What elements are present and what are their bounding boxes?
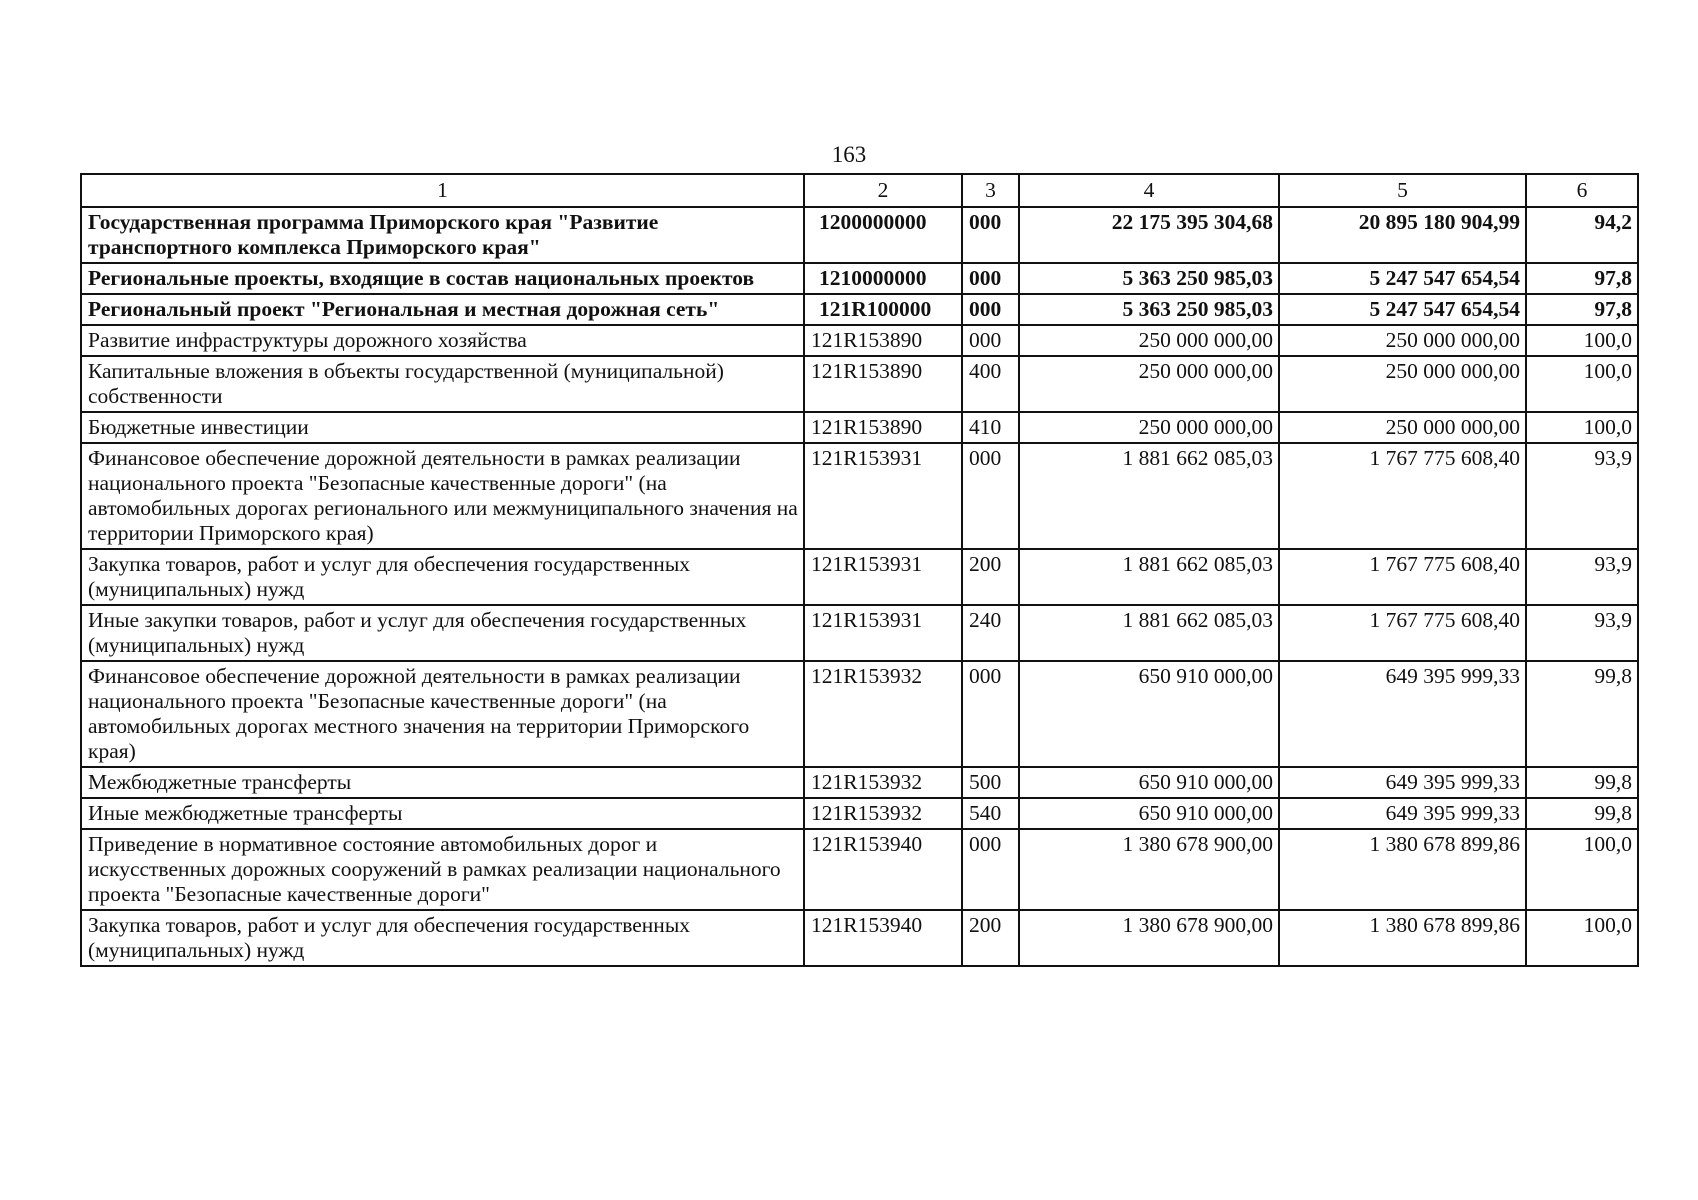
row-name-cell: Капитальные вложения в объекты государственной (муниципальной) собственности: [81, 356, 804, 412]
table-row: [81, 767, 1638, 798]
row-plan-cell: 250 000 000,00: [1019, 356, 1279, 412]
row-plan-cell: 650 910 000,00: [1019, 798, 1279, 829]
row-kind-cell: 540: [962, 798, 1019, 829]
row-plan-cell: 5 363 250 985,03: [1019, 263, 1279, 294]
row-code-cell: 121R153932: [804, 767, 962, 798]
row-plan-cell: 650 910 000,00: [1019, 767, 1279, 798]
row-code-cell: 121R153890: [804, 356, 962, 412]
row-plan-cell: 1 380 678 900,00: [1019, 910, 1279, 966]
table-row: [81, 294, 1638, 325]
table-row: [81, 798, 1638, 829]
row-actual-cell: 1 380 678 899,86: [1279, 910, 1526, 966]
row-actual-cell: 649 395 999,33: [1279, 661, 1526, 767]
row-name-cell: Приведение в нормативное состояние автомобильных дорог и искусственных дорожных сооружений в рамках реализации национального проекта "Безопасные качественные дороги": [81, 829, 804, 910]
table-body: [81, 207, 1638, 966]
row-kind-cell: 400: [962, 356, 1019, 412]
table-row: [81, 829, 1638, 910]
row-name-cell: Межбюджетные трансферты: [81, 767, 804, 798]
row-kind-cell: 000: [962, 829, 1019, 910]
row-percent-cell: 100,0: [1526, 356, 1638, 412]
row-percent-cell: 93,9: [1526, 443, 1638, 549]
column-header-1: 1: [81, 174, 804, 207]
row-kind-cell: 200: [962, 910, 1019, 966]
row-percent-cell: 93,9: [1526, 605, 1638, 661]
table-row: [81, 412, 1638, 443]
table-row: [81, 910, 1638, 966]
column-header-2: 2: [804, 174, 962, 207]
row-name-cell: Закупка товаров, работ и услуг для обеспечения государственных (муниципальных) нужд: [81, 910, 804, 966]
row-percent-cell: 100,0: [1526, 829, 1638, 910]
budget-table: [80, 173, 1639, 967]
table-row: [81, 356, 1638, 412]
row-percent-cell: 94,2: [1526, 207, 1638, 263]
row-plan-cell: 250 000 000,00: [1019, 325, 1279, 356]
row-kind-cell: 000: [962, 294, 1019, 325]
row-kind-cell: 000: [962, 325, 1019, 356]
row-kind-cell: 500: [962, 767, 1019, 798]
row-plan-cell: 1 881 662 085,03: [1019, 549, 1279, 605]
row-code-cell: 121R153931: [804, 443, 962, 549]
table-row: [81, 325, 1638, 356]
row-kind-cell: 410: [962, 412, 1019, 443]
row-name-cell: Государственная программа Приморского края "Развитие транспортного комплекса Приморского края": [81, 207, 804, 263]
row-kind-cell: 000: [962, 661, 1019, 767]
row-plan-cell: 250 000 000,00: [1019, 412, 1279, 443]
row-plan-cell: 1 881 662 085,03: [1019, 605, 1279, 661]
table-header-row: [81, 174, 1638, 207]
row-actual-cell: 5 247 547 654,54: [1279, 263, 1526, 294]
row-actual-cell: 1 767 775 608,40: [1279, 443, 1526, 549]
row-code-cell: 121R153940: [804, 910, 962, 966]
row-plan-cell: 1 380 678 900,00: [1019, 829, 1279, 910]
row-actual-cell: 20 895 180 904,99: [1279, 207, 1526, 263]
row-code-cell: 121R153932: [804, 661, 962, 767]
row-name-cell: Бюджетные инвестиции: [81, 412, 804, 443]
row-name-cell: Финансовое обеспечение дорожной деятельности в рамках реализации национального проекта "Безопасные качественные дороги" (на автомобильных дорогах регионального или межмуниципального значения на территории Приморского края): [81, 443, 804, 549]
row-plan-cell: 5 363 250 985,03: [1019, 294, 1279, 325]
row-code-cell: 121R153890: [804, 412, 962, 443]
row-actual-cell: 250 000 000,00: [1279, 325, 1526, 356]
row-name-cell: Иные закупки товаров, работ и услуг для обеспечения государственных (муниципальных) нужд: [81, 605, 804, 661]
row-code-cell: 1210000000: [804, 263, 962, 294]
row-actual-cell: 1 767 775 608,40: [1279, 605, 1526, 661]
row-percent-cell: 97,8: [1526, 294, 1638, 325]
row-name-cell: Закупка товаров, работ и услуг для обеспечения государственных (муниципальных) нужд: [81, 549, 804, 605]
row-percent-cell: 99,8: [1526, 661, 1638, 767]
row-code-cell: 121R153890: [804, 325, 962, 356]
row-code-cell: 121R153940: [804, 829, 962, 910]
column-header-6: 6: [1526, 174, 1638, 207]
row-name-cell: Региональные проекты, входящие в состав национальных проектов: [81, 263, 804, 294]
row-percent-cell: 97,8: [1526, 263, 1638, 294]
row-actual-cell: 649 395 999,33: [1279, 767, 1526, 798]
row-actual-cell: 649 395 999,33: [1279, 798, 1526, 829]
row-name-cell: Финансовое обеспечение дорожной деятельности в рамках реализации национального проекта "Безопасные качественные дороги" (на автомобильных дорогах местного значения на территории Приморского края): [81, 661, 804, 767]
row-code-cell: 121R153931: [804, 549, 962, 605]
row-actual-cell: 250 000 000,00: [1279, 356, 1526, 412]
row-plan-cell: 22 175 395 304,68: [1019, 207, 1279, 263]
page-number: 163: [831, 142, 867, 167]
row-percent-cell: 93,9: [1526, 549, 1638, 605]
row-name-cell: Региональный проект "Региональная и местная дорожная сеть": [81, 294, 804, 325]
row-kind-cell: 240: [962, 605, 1019, 661]
row-name-cell: Развитие инфраструктуры дорожного хозяйства: [81, 325, 804, 356]
row-code-cell: 121R153932: [804, 798, 962, 829]
row-kind-cell: 000: [962, 263, 1019, 294]
row-actual-cell: 1 767 775 608,40: [1279, 549, 1526, 605]
column-header-5: 5: [1279, 174, 1526, 207]
row-percent-cell: 99,8: [1526, 767, 1638, 798]
table-row: [81, 207, 1638, 263]
row-percent-cell: 99,8: [1526, 798, 1638, 829]
row-percent-cell: 100,0: [1526, 325, 1638, 356]
row-name-cell: Иные межбюджетные трансферты: [81, 798, 804, 829]
table-row: [81, 263, 1638, 294]
row-plan-cell: 1 881 662 085,03: [1019, 443, 1279, 549]
row-code-cell: 121R153931: [804, 605, 962, 661]
table-row: [81, 661, 1638, 767]
row-kind-cell: 000: [962, 207, 1019, 263]
row-plan-cell: 650 910 000,00: [1019, 661, 1279, 767]
row-kind-cell: 200: [962, 549, 1019, 605]
row-code-cell: 1200000000: [804, 207, 962, 263]
table-row: [81, 549, 1638, 605]
row-percent-cell: 100,0: [1526, 910, 1638, 966]
table-row: [81, 605, 1638, 661]
row-actual-cell: 1 380 678 899,86: [1279, 829, 1526, 910]
column-header-3: 3: [962, 174, 1019, 207]
table-row: [81, 443, 1638, 549]
column-header-4: 4: [1019, 174, 1279, 207]
row-percent-cell: 100,0: [1526, 412, 1638, 443]
row-kind-cell: 000: [962, 443, 1019, 549]
row-actual-cell: 5 247 547 654,54: [1279, 294, 1526, 325]
row-actual-cell: 250 000 000,00: [1279, 412, 1526, 443]
row-code-cell: 121R100000: [804, 294, 962, 325]
